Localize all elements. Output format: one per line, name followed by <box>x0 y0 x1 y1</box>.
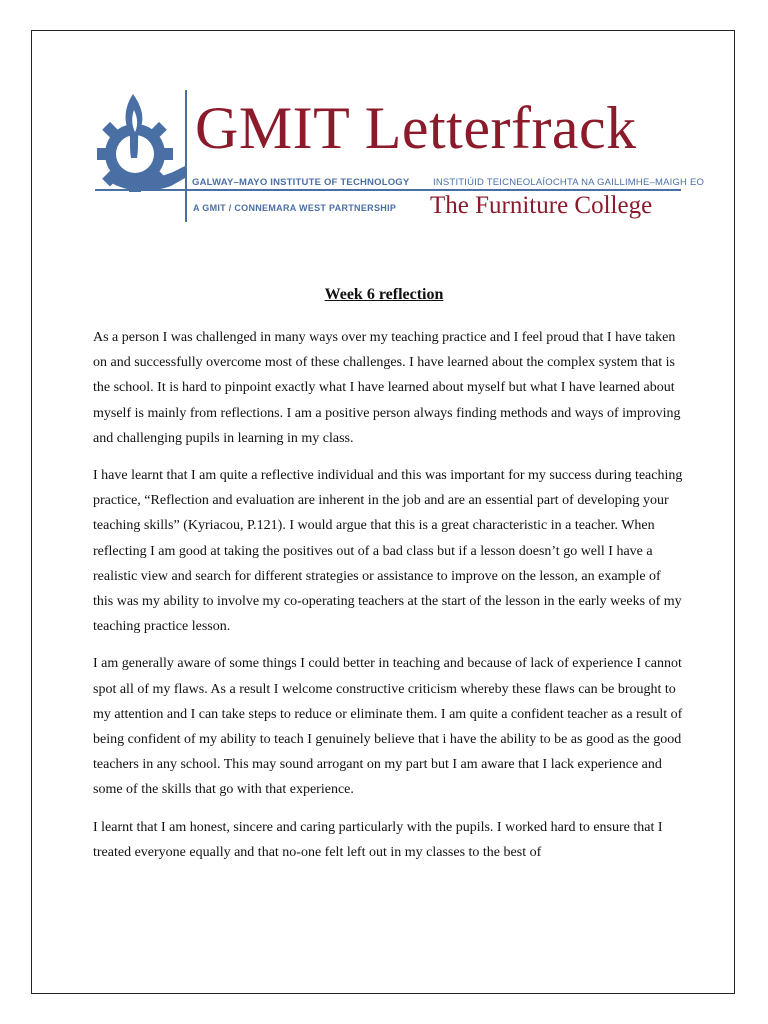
logo-college-name: The Furniture College <box>430 192 653 219</box>
gear-flame-emblem-icon <box>93 86 188 206</box>
logo-title: GMIT Letterfrack <box>195 95 637 161</box>
logo-subtitle-irish: INSTITIÚID TEICNEOLAÍOCHTA NA GAILLIMHE–MAIGH EO <box>433 177 705 188</box>
document-body <box>93 325 683 877</box>
gmit-letterfrack-logo <box>93 86 705 226</box>
paragraph: I am generally aware of some things I could better in teaching and because of lack of experience I cannot spot all of my flaws. As a result I welcome constructive criticism whereby these flaws can be brought to my attention and I can take steps to reduce or eliminate them. I am quite a confident teacher as a result of being confident of my ability to teach I genuinely believe that i have the ability to be as good as the good teachers in any school. This may sound arrogant on my part but I am aware that I lack experience and some of the skills that go with that experience. <box>93 656 683 798</box>
paragraph: I learnt that I am honest, sincere and caring particularly with the pupils. I worked hard to ensure that I treated everyone equally and that no-one felt left out in my classes to the best of <box>93 819 663 860</box>
paragraph: I have learnt that I am quite a reflective individual and this was important for my success during teaching practice, “Reflection and evaluation are inherent in the job and are an essential part of developing your teaching skills” (Kyriacou, P.121). I would argue that this is a great characteristic in a teacher. When reflecting I am good at taking the positives out of a bad class but if a lesson doesn’t go well I have a realistic view and search for different strategies or assistance to improve on the lesson, an example of this was my ability to involve my co-operating teachers at the start of the lesson in the early weeks of my teaching practice lesson. <box>93 468 683 635</box>
logo-subtitle-english: GALWAY–MAYO INSTITUTE OF TECHNOLOGY <box>192 177 410 188</box>
document-title: Week 6 reflection <box>324 286 444 303</box>
logo-partnership: A GMIT / CONNEMARA WEST PARTNERSHIP <box>193 203 397 213</box>
logo-divider-horizontal <box>95 189 681 191</box>
paragraph: As a person I was challenged in many ways over my teaching practice and I feel proud that I have taken on and successfully overcome most of these challenges. I have learned about the complex system that is the school. It is hard to pinpoint exactly what I have learned about myself but what I have learned about myself is mainly from reflections. I am a positive person always finding methods and ways of improving and challenging pupils in learning in my class. <box>93 330 681 446</box>
logo-divider-vertical <box>185 90 187 222</box>
